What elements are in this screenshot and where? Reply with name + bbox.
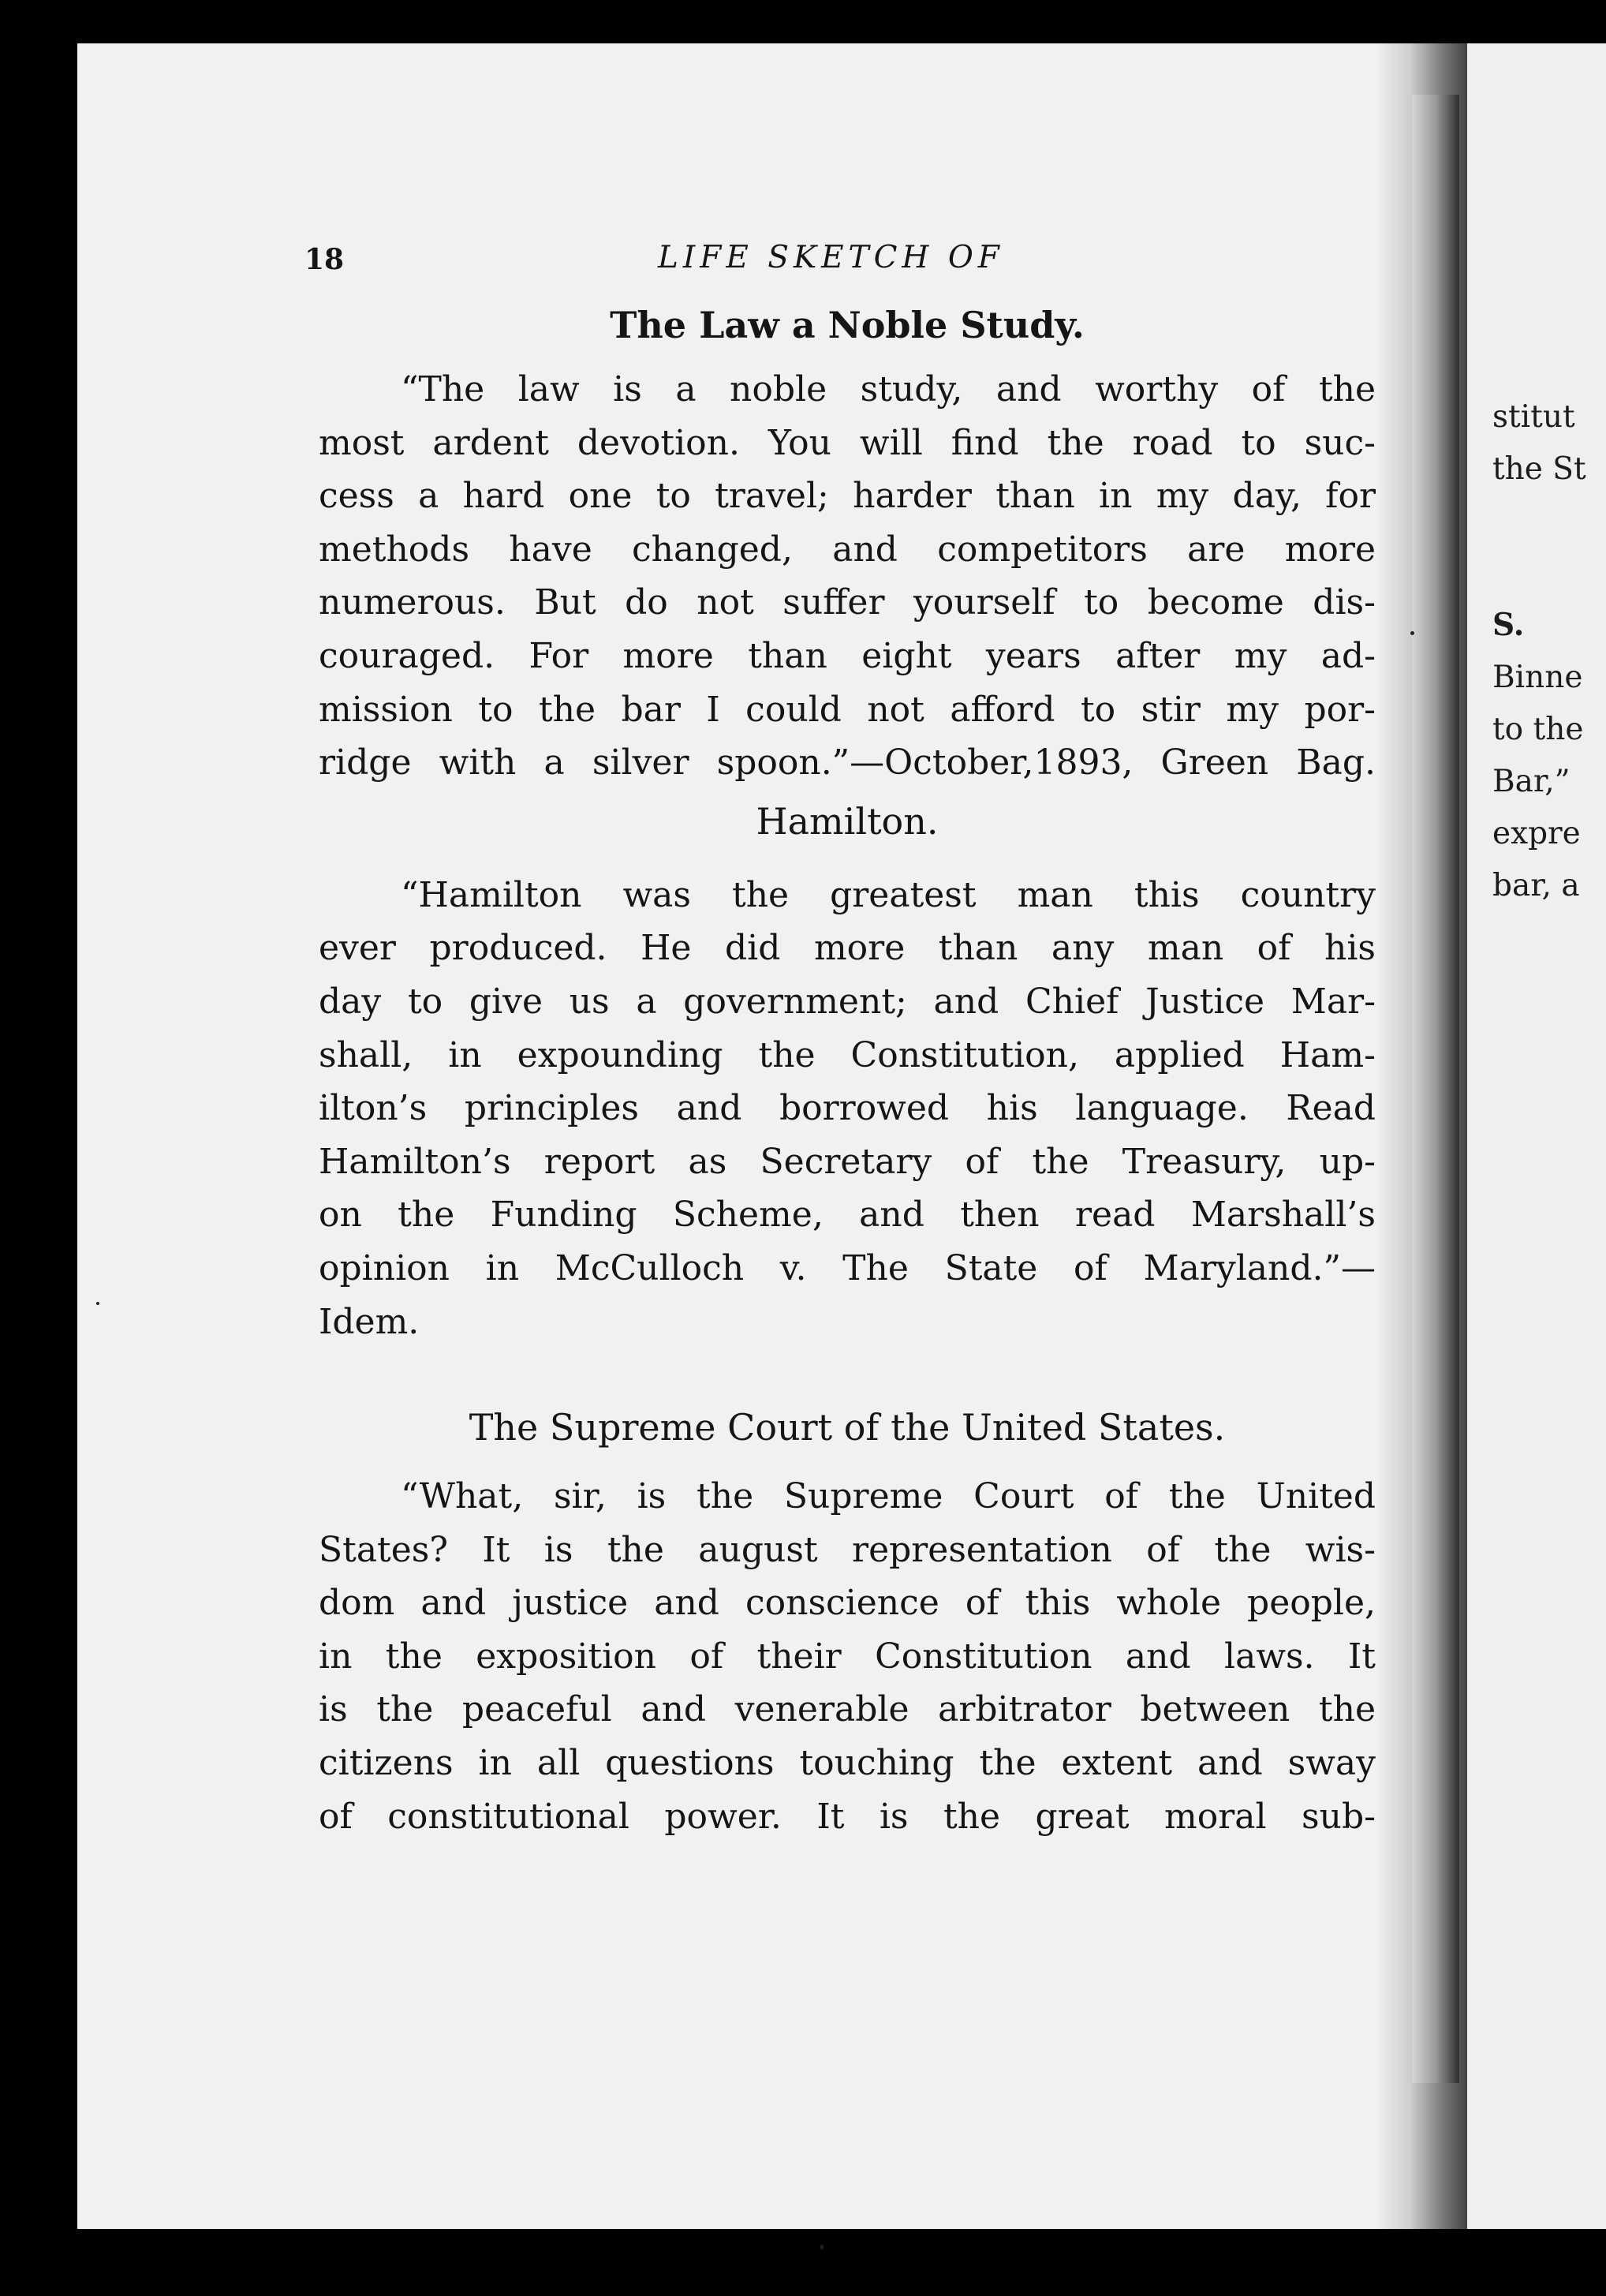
text-line: most ardent devotion. You will find the road to suc- bbox=[319, 422, 1376, 463]
text-line: methods have changed, and competitors are more bbox=[319, 529, 1376, 570]
text-line: States? It is the august representation of the wis- bbox=[319, 1529, 1376, 1570]
right-page-line: stitut bbox=[1492, 399, 1575, 435]
right-page-line: expre bbox=[1492, 816, 1581, 851]
text-line: of constitutional power. It is the great moral sub- bbox=[319, 1796, 1376, 1837]
text-line: mission to the bar I could not afford to stir my por- bbox=[319, 689, 1376, 730]
text-line: day to give us a government; and Chief Justice Mar- bbox=[319, 981, 1376, 1022]
text-line: cess a hard one to travel; harder than in my day, for bbox=[319, 476, 1376, 517]
text-line: “What, sir, is the Supreme Court of the United bbox=[401, 1476, 1376, 1517]
text-line: Idem. bbox=[319, 1301, 420, 1342]
section-heading: The Supreme Court of the United States. bbox=[469, 1406, 1226, 1449]
right-page-line: Binne bbox=[1492, 660, 1583, 695]
text-line: in the exposition of their Constitution and laws. It bbox=[319, 1636, 1376, 1677]
text-line: opinion in McCulloch v. The State of Maryland.”— bbox=[319, 1247, 1376, 1288]
scan-speck bbox=[1410, 631, 1414, 635]
scan-speck bbox=[96, 1302, 99, 1305]
text-line: couraged. For more than eight years after my ad- bbox=[319, 635, 1376, 676]
running-title: LIFE SKETCH OF bbox=[658, 240, 1004, 275]
paragraph bbox=[319, 869, 1376, 1348]
page-content bbox=[304, 234, 1376, 1843]
scan-speck bbox=[820, 2245, 824, 2249]
text-line: “Hamilton was the greatest man this country bbox=[401, 874, 1376, 915]
text-line: is the peaceful and venerable arbitrator between the bbox=[319, 1689, 1376, 1730]
text-line: citizens in all questions touching the extent and sway bbox=[319, 1743, 1376, 1784]
page-number: 18 bbox=[304, 243, 345, 276]
text-line: ever produced. He did more than any man of his bbox=[319, 928, 1376, 969]
text-line: “The law is a noble study, and worthy of the bbox=[401, 369, 1376, 409]
right-page-line: to the bbox=[1492, 712, 1584, 747]
text-line: on the Funding Scheme, and then read Marshall’s bbox=[319, 1195, 1376, 1236]
right-page-line: Bar,” bbox=[1492, 764, 1571, 799]
text-line: dom and justice and conscience of this whole people, bbox=[319, 1583, 1376, 1624]
paragraph bbox=[319, 363, 1376, 790]
right-page-line: S. bbox=[1492, 607, 1525, 643]
running-head bbox=[304, 234, 1376, 281]
text-line: shall, in expounding the Constitution, applied Ham- bbox=[319, 1034, 1376, 1075]
section-heading: The Law a Noble Study. bbox=[610, 304, 1085, 346]
right-page-line: bar, a bbox=[1492, 868, 1580, 903]
right-page bbox=[1467, 43, 1606, 2229]
paragraph bbox=[319, 1470, 1376, 1843]
text-line: Hamilton’s report as Secretary of the Treasury, up- bbox=[319, 1141, 1376, 1182]
text-line: ridge with a silver spoon.”—October,1893, Green Bag. bbox=[319, 742, 1376, 783]
right-page-line: the St bbox=[1492, 451, 1586, 487]
section-heading: Hamilton. bbox=[756, 799, 939, 843]
text-line: ilton’s principles and borrowed his language. Read bbox=[319, 1088, 1376, 1129]
binding-shadow bbox=[1412, 95, 1459, 2083]
text-line: numerous. But do not suffer yourself to become dis- bbox=[319, 582, 1376, 623]
